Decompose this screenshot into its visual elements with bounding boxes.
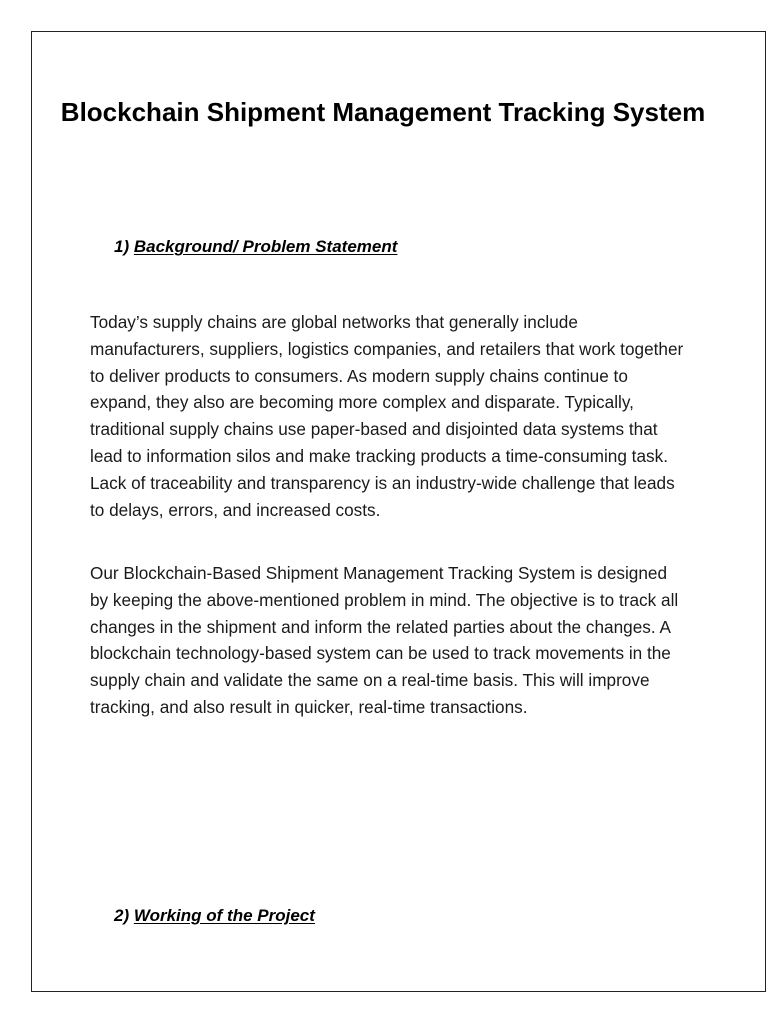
paragraph-background: Today’s supply chains are global networks that generally include manufacturers, suppliers, logistics companies, and retailers that work together to deliver products to consumers. As modern supply chains continue to expand, they also are becoming more complex and disparate. Typically, traditional supply chains use paper-based and disjointed data systems that lead to information silos and make tracking products a time-consuming task. Lack of traceability and transparency is an industry-wide challenge that leads to delays, errors, and increased costs. — [90, 312, 684, 520]
section-number: 2) — [114, 906, 130, 925]
section-title: Background/ Problem Statement — [133, 237, 398, 256]
section-heading-working — [114, 904, 315, 928]
paragraph-objective: Our Blockchain-Based Shipment Management Tracking System is designed by keeping the above-mentioned problem in mind. The objective is to track all changes in the shipment and inform the related parties about the changes. A blockchain technology-based system can be used to track movements in the supply chain and validate the same on a real-time basis. This will improve tracking, and also result in quicker, real-time transactions. — [90, 563, 679, 717]
section-heading-background — [114, 235, 397, 259]
section-title: Working of the Project — [133, 906, 315, 925]
section-number: 1) — [114, 237, 130, 256]
document-title: Blockchain Shipment Management Tracking System — [60, 97, 706, 127]
